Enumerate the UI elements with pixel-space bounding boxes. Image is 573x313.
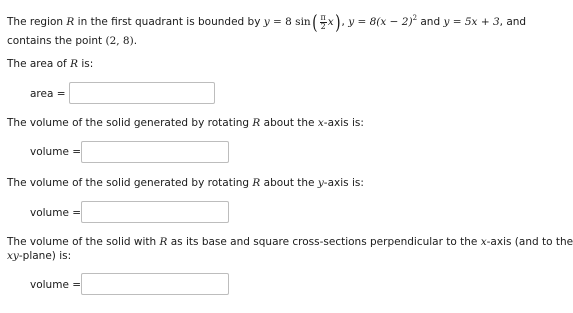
volume-x-axis-input[interactable] (81, 141, 229, 163)
question-cross-section-prompt-line-2 (7, 250, 71, 263)
axis-variable: x (480, 236, 487, 248)
prompt-text: The volume of the solid with (7, 236, 160, 248)
axis-variable: y (317, 177, 324, 189)
prompt-text: The volume of the solid generated by rotating (7, 177, 253, 189)
region-variable: R (252, 117, 261, 129)
pi-over-2-fraction (320, 14, 327, 31)
question-volume-x-axis-prompt (7, 117, 364, 130)
problem-statement-line-2 (7, 35, 137, 48)
intro-text: The region (7, 16, 67, 28)
prompt-text-mid: about the (260, 177, 318, 189)
equation-3: y = 5x + 3 (443, 16, 500, 28)
region-variable: R (159, 236, 168, 248)
equation-1-x: x (327, 16, 334, 28)
volume-y-axis-input[interactable] (81, 201, 229, 223)
region-variable: R (70, 58, 78, 70)
problem-statement-line-1 (7, 10, 527, 34)
region-variable: R (252, 177, 261, 189)
volume-y-axis-label: volume = (30, 207, 82, 219)
prompt-text-end: -axis (and to the (486, 236, 573, 248)
contains-end: . (133, 35, 138, 47)
axis-variable: x (317, 117, 324, 129)
prompt-text-end: -axis is: (323, 117, 364, 129)
separator-1: , (341, 16, 349, 28)
contains-text: contains the point (7, 35, 106, 47)
intro-text-mid: in the first quadrant is bounded by (74, 16, 264, 28)
right-paren: ) (334, 10, 341, 34)
separator-2: and (417, 16, 444, 28)
question-volume-y-axis-prompt (7, 177, 364, 190)
prompt-text-end: -axis is: (323, 177, 364, 189)
prompt-text-end: -plane) is: (18, 250, 72, 262)
prompt-text: The volume of the solid generated by rotating (7, 117, 253, 129)
equation-1-lhs: y (263, 16, 270, 28)
point-coordinates: (2, 8) (105, 35, 134, 47)
equation-1-rhs: = 8 sin (269, 16, 311, 28)
question-cross-section-prompt-line-1 (7, 236, 573, 249)
equation-2: y = 8(x − 2) (348, 16, 413, 28)
fraction-denominator: 2 (320, 21, 326, 31)
area-input[interactable] (69, 82, 215, 104)
question-area-prompt (7, 58, 93, 71)
left-paren: ( (311, 10, 318, 34)
volume-cross-section-input[interactable] (81, 273, 229, 295)
fraction-numerator: π (320, 12, 326, 22)
volume-cross-section-label: volume = (30, 279, 82, 291)
volume-x-axis-label: volume = (30, 146, 82, 158)
prompt-text-mid: as its base and square cross-sections perpendicular to the (167, 236, 481, 248)
prompt-text: The area of (7, 58, 71, 70)
plane-variable: xy (7, 250, 19, 262)
prompt-text-end: is: (77, 58, 94, 70)
equation-2-exponent: 2 (412, 14, 418, 22)
area-label: area = (30, 88, 66, 100)
prompt-text-mid: about the (260, 117, 318, 129)
intro-end: , and (499, 16, 527, 28)
region-variable: R (66, 16, 75, 28)
